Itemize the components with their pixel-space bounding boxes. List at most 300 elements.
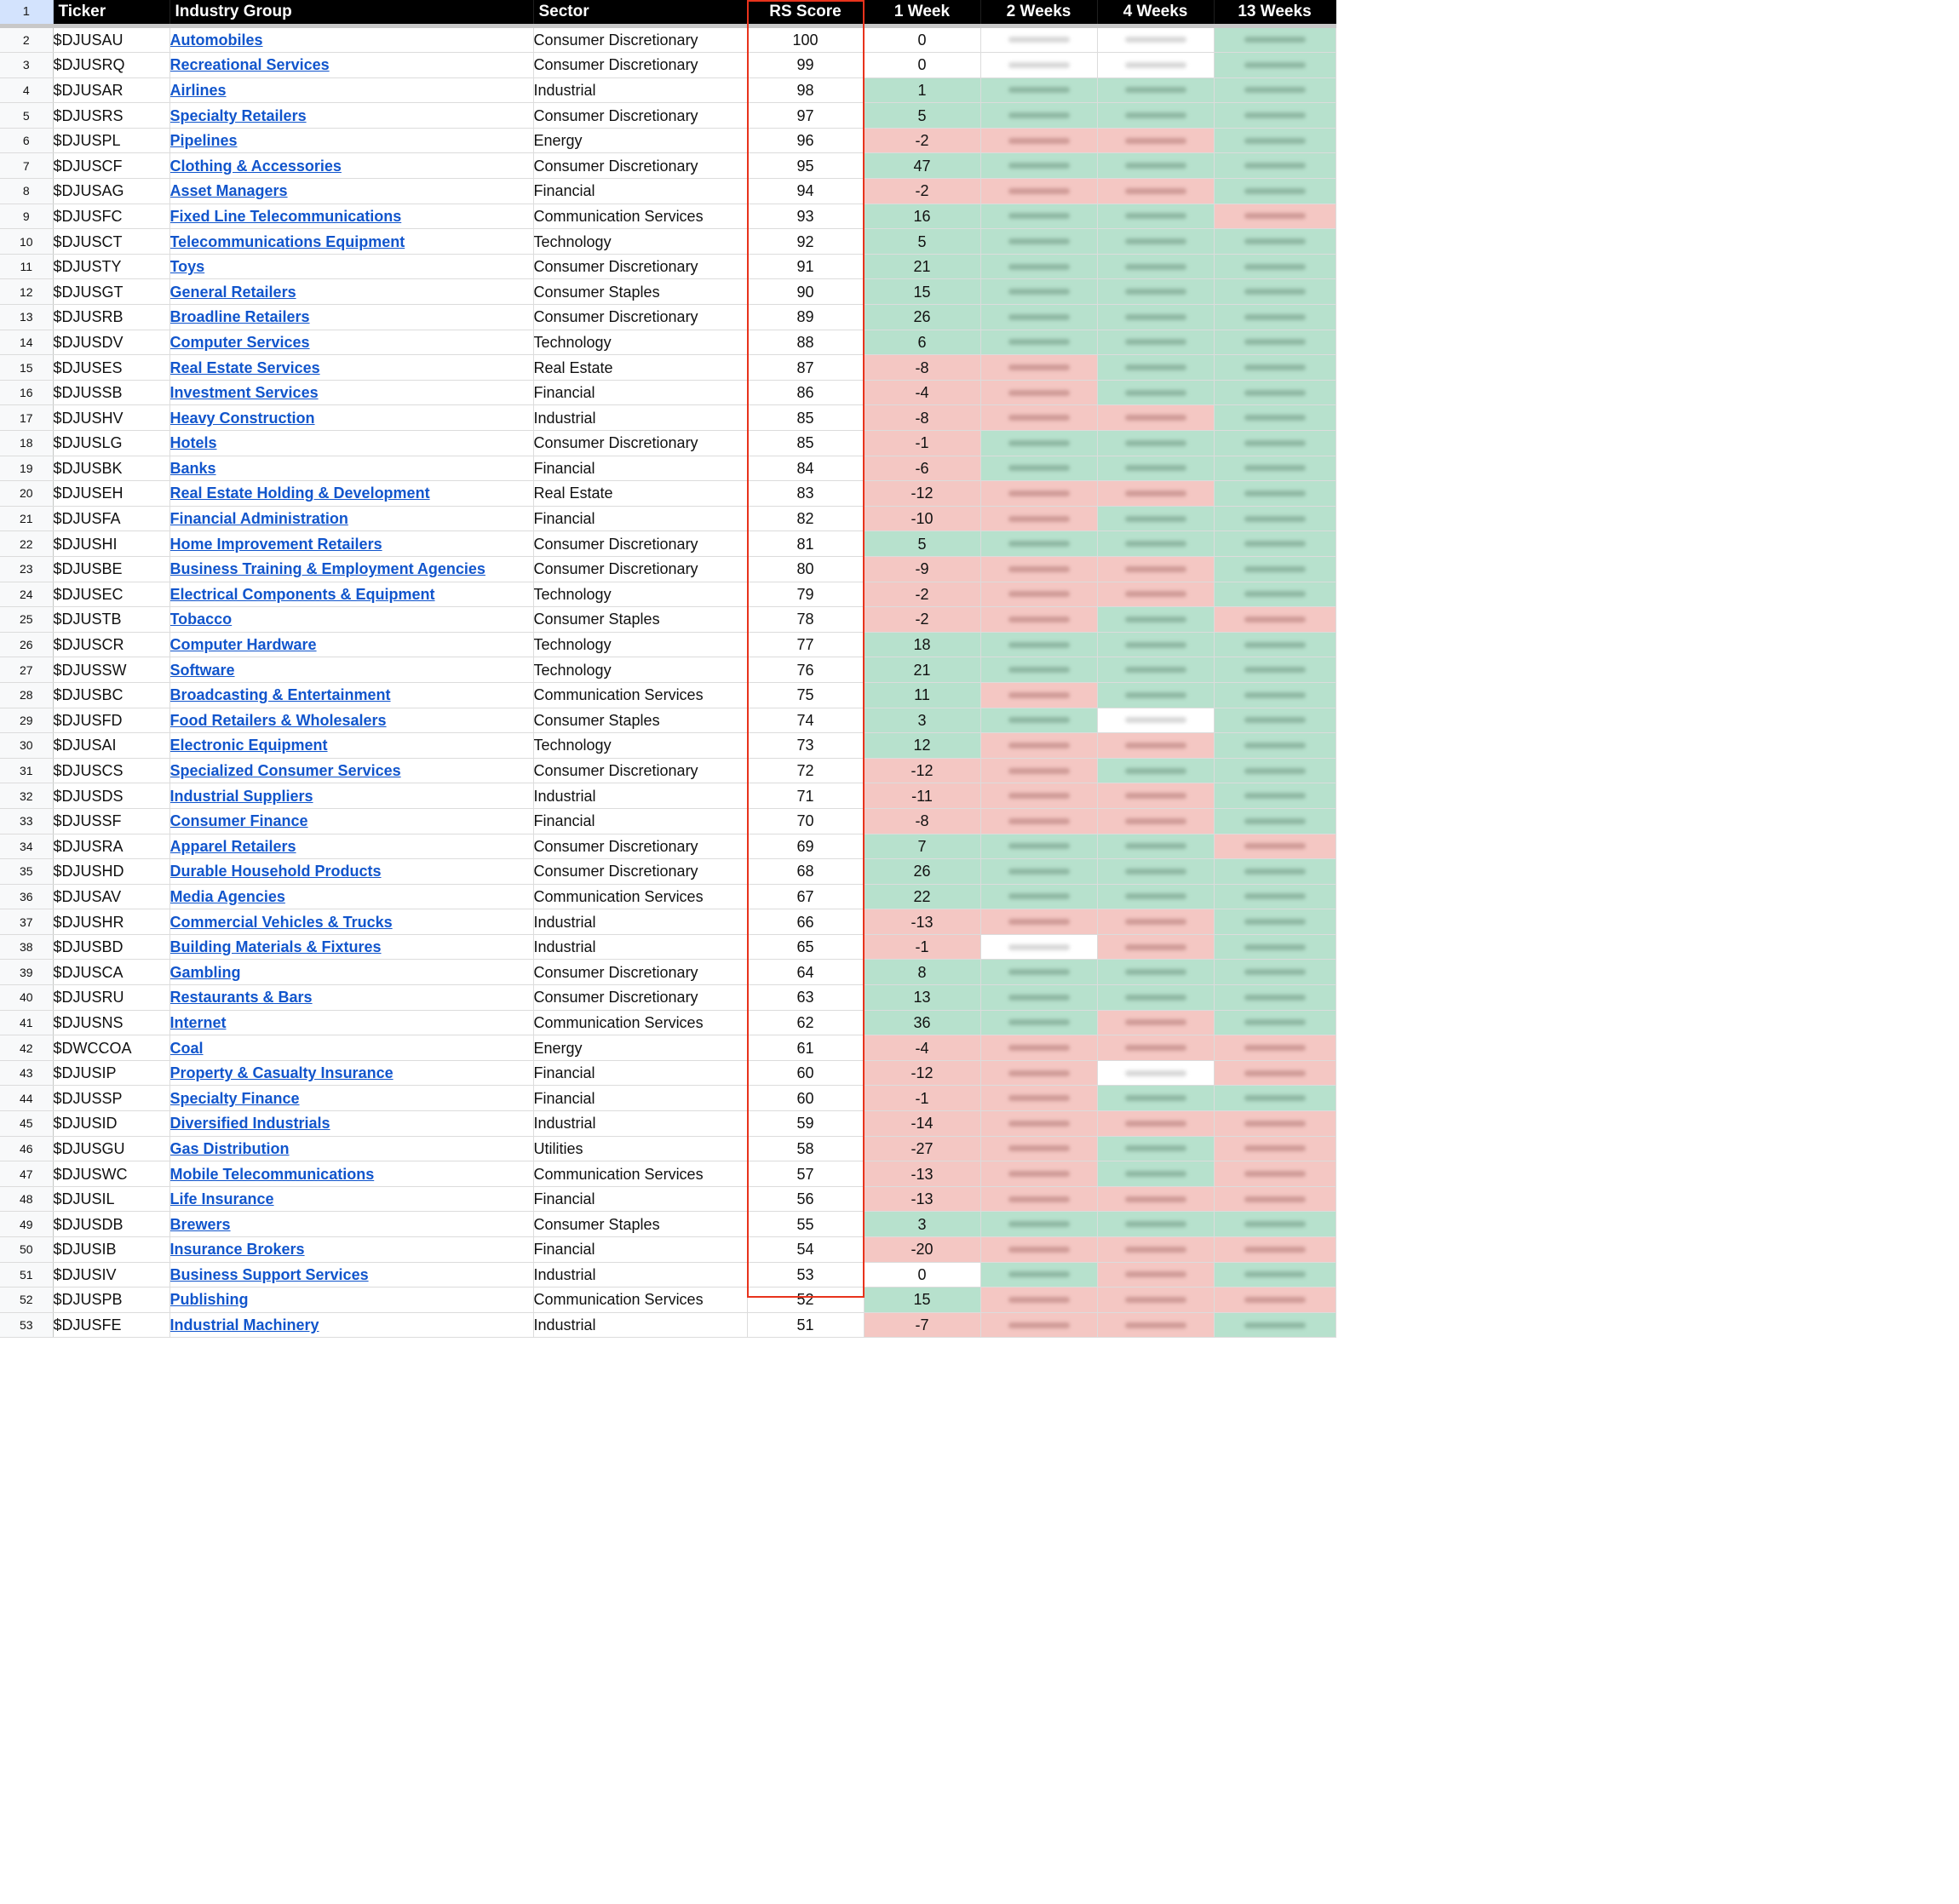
row-number[interactable]: 38 [0,934,53,960]
industry-group-link[interactable]: Airlines [169,81,227,99]
week-1-change-cell[interactable]: 18 [864,632,980,657]
industry-group-link[interactable]: Pipelines [169,132,238,150]
rs-score-cell[interactable]: 92 [747,229,864,255]
row-number[interactable]: 45 [0,1111,53,1137]
week-4-change-cell[interactable] [1097,1111,1214,1137]
week-13-change-cell[interactable] [1214,909,1336,935]
week-4-change-cell[interactable] [1097,330,1214,355]
week-4-change-cell[interactable] [1097,1161,1214,1187]
rs-score-cell[interactable]: 94 [747,179,864,204]
week-1-change-cell[interactable]: -12 [864,1060,980,1086]
week-4-change-cell[interactable] [1097,1312,1214,1338]
sector-cell[interactable]: Consumer Staples [533,1212,747,1237]
sector-cell[interactable]: Communication Services [533,1287,747,1313]
industry-group-link[interactable]: Real Estate Services [169,358,320,376]
row-number[interactable]: 3 [0,53,53,78]
week-1-change-cell[interactable]: -2 [864,607,980,633]
week-13-change-cell[interactable] [1214,531,1336,557]
ticker-cell[interactable]: $DJUSCR [53,632,169,657]
week-2-change-cell[interactable] [980,1035,1097,1061]
week-4-change-cell[interactable] [1097,960,1214,985]
sector-cell[interactable]: Technology [533,229,747,255]
week-1-change-cell[interactable]: -12 [864,758,980,783]
week-13-change-cell[interactable] [1214,254,1336,279]
industry-group-cell[interactable] [169,909,533,935]
week-13-change-cell[interactable] [1214,77,1336,103]
industry-group-cell[interactable] [169,431,533,456]
industry-group-cell[interactable] [169,834,533,859]
week-2-change-cell[interactable] [980,934,1097,960]
rs-score-cell[interactable]: 87 [747,355,864,381]
week-1-change-cell[interactable]: -1 [864,431,980,456]
industry-group-cell[interactable] [169,481,533,507]
week-2-change-cell[interactable] [980,355,1097,381]
industry-group-cell[interactable] [169,708,533,733]
ticker-cell[interactable]: $DJUSAU [53,26,169,53]
industry-group-link[interactable]: Business Training & Employment Agencies [169,560,485,578]
industry-group-cell[interactable] [169,682,533,708]
week-4-change-cell[interactable] [1097,26,1214,53]
week-1-change-cell[interactable]: -2 [864,179,980,204]
week-4-change-cell[interactable] [1097,1262,1214,1287]
week-4-change-cell[interactable] [1097,708,1214,733]
row-number[interactable]: 19 [0,456,53,481]
row-number[interactable]: 48 [0,1186,53,1212]
week-13-change-cell[interactable] [1214,405,1336,431]
week-2-change-cell[interactable] [980,279,1097,305]
ticker-cell[interactable]: $DJUSSF [53,808,169,834]
row-number[interactable]: 23 [0,556,53,582]
week-1-change-cell[interactable]: 15 [864,1287,980,1313]
week-13-change-cell[interactable] [1214,1186,1336,1212]
rs-score-cell[interactable]: 67 [747,884,864,909]
sector-cell[interactable]: Financial [533,1086,747,1111]
industry-group-link[interactable]: Asset Managers [169,182,288,200]
rs-score-cell[interactable]: 98 [747,77,864,103]
week-4-change-cell[interactable] [1097,1035,1214,1061]
industry-group-cell[interactable] [169,1186,533,1212]
week-13-change-cell[interactable] [1214,305,1336,330]
rs-score-cell[interactable]: 80 [747,556,864,582]
sector-cell[interactable]: Real Estate [533,355,747,381]
week-2-change-cell[interactable] [980,305,1097,330]
rs-score-cell[interactable]: 62 [747,1010,864,1035]
week-1-change-cell[interactable]: 16 [864,204,980,229]
week-2-change-cell[interactable] [980,204,1097,229]
industry-group-link[interactable]: Consumer Finance [169,812,308,830]
week-1-change-cell[interactable]: 3 [864,708,980,733]
row-number[interactable]: 43 [0,1060,53,1086]
week-4-change-cell[interactable] [1097,657,1214,683]
week-2-change-cell[interactable] [980,481,1097,507]
week-13-change-cell[interactable] [1214,355,1336,381]
sector-cell[interactable]: Industrial [533,77,747,103]
week-1-change-cell[interactable]: 3 [864,1212,980,1237]
column-header-1-week[interactable]: 1 Week [864,0,980,26]
sector-cell[interactable]: Consumer Discretionary [533,53,747,78]
week-1-change-cell[interactable]: 5 [864,531,980,557]
week-13-change-cell[interactable] [1214,204,1336,229]
week-2-change-cell[interactable] [980,103,1097,129]
industry-group-cell[interactable] [169,204,533,229]
week-2-change-cell[interactable] [980,960,1097,985]
ticker-cell[interactable]: $DJUSCA [53,960,169,985]
industry-group-cell[interactable] [169,531,533,557]
week-1-change-cell[interactable]: -7 [864,1312,980,1338]
week-13-change-cell[interactable] [1214,1035,1336,1061]
ticker-cell[interactable]: $DJUSTB [53,607,169,633]
sector-cell[interactable]: Technology [533,632,747,657]
industry-group-cell[interactable] [169,103,533,129]
ticker-cell[interactable]: $DJUSID [53,1111,169,1137]
week-1-change-cell[interactable]: 26 [864,859,980,885]
week-1-change-cell[interactable]: 8 [864,960,980,985]
week-2-change-cell[interactable] [980,53,1097,78]
week-13-change-cell[interactable] [1214,26,1336,53]
industry-group-link[interactable]: Computer Services [169,333,310,351]
row-number[interactable]: 22 [0,531,53,557]
industry-group-cell[interactable] [169,77,533,103]
week-2-change-cell[interactable] [980,632,1097,657]
week-1-change-cell[interactable]: -2 [864,582,980,607]
week-1-change-cell[interactable]: -4 [864,1035,980,1061]
sector-cell[interactable]: Consumer Discretionary [533,834,747,859]
industry-group-cell[interactable] [169,783,533,809]
row-number[interactable]: 13 [0,305,53,330]
ticker-cell[interactable]: $DJUSIP [53,1060,169,1086]
week-2-change-cell[interactable] [980,1262,1097,1287]
week-1-change-cell[interactable]: -1 [864,1086,980,1111]
row-number[interactable]: 47 [0,1161,53,1187]
week-4-change-cell[interactable] [1097,103,1214,129]
industry-group-cell[interactable] [169,405,533,431]
industry-group-cell[interactable] [169,934,533,960]
row-number[interactable]: 15 [0,355,53,381]
week-4-change-cell[interactable] [1097,834,1214,859]
row-number[interactable]: 33 [0,808,53,834]
week-2-change-cell[interactable] [980,758,1097,783]
industry-group-link[interactable]: Brewers [169,1215,231,1233]
industry-group-cell[interactable] [169,1136,533,1161]
sector-cell[interactable]: Technology [533,582,747,607]
week-13-change-cell[interactable] [1214,1287,1336,1313]
rs-score-cell[interactable]: 66 [747,909,864,935]
sector-cell[interactable]: Industrial [533,405,747,431]
week-13-change-cell[interactable] [1214,859,1336,885]
rs-score-cell[interactable]: 96 [747,128,864,153]
week-13-change-cell[interactable] [1214,985,1336,1011]
industry-group-link[interactable]: Industrial Machinery [169,1316,319,1334]
week-1-change-cell[interactable]: -13 [864,1186,980,1212]
sector-cell[interactable]: Consumer Discretionary [533,556,747,582]
row-number[interactable]: 53 [0,1312,53,1338]
ticker-cell[interactable]: $DJUSIV [53,1262,169,1287]
ticker-cell[interactable]: $DJUSNS [53,1010,169,1035]
sector-cell[interactable]: Consumer Staples [533,708,747,733]
week-13-change-cell[interactable] [1214,1060,1336,1086]
column-header-13-weeks[interactable]: 13 Weeks [1214,0,1336,26]
industry-group-cell[interactable] [169,859,533,885]
column-header-rs-score[interactable]: RS Score [747,0,864,26]
sector-cell[interactable]: Financial [533,808,747,834]
week-4-change-cell[interactable] [1097,153,1214,179]
week-2-change-cell[interactable] [980,1287,1097,1313]
ticker-cell[interactable]: $DJUSBD [53,934,169,960]
industry-group-link[interactable]: Heavy Construction [169,409,315,427]
row-number[interactable]: 46 [0,1136,53,1161]
ticker-cell[interactable]: $DJUSDV [53,330,169,355]
week-13-change-cell[interactable] [1214,758,1336,783]
ticker-cell[interactable]: $DJUSTY [53,254,169,279]
week-2-change-cell[interactable] [980,26,1097,53]
week-13-change-cell[interactable] [1214,556,1336,582]
industry-group-link[interactable]: Mobile Telecommunications [169,1165,375,1183]
ticker-cell[interactable]: $DJUSPB [53,1287,169,1313]
week-2-change-cell[interactable] [980,330,1097,355]
ticker-cell[interactable]: $DJUSRQ [53,53,169,78]
week-4-change-cell[interactable] [1097,1086,1214,1111]
ticker-cell[interactable]: $DJUSWC [53,1161,169,1187]
week-1-change-cell[interactable]: 5 [864,229,980,255]
sector-cell[interactable]: Consumer Discretionary [533,960,747,985]
industry-group-link[interactable]: Gambling [169,963,241,981]
row-number[interactable]: 39 [0,960,53,985]
industry-group-cell[interactable] [169,355,533,381]
sector-cell[interactable]: Communication Services [533,884,747,909]
week-4-change-cell[interactable] [1097,808,1214,834]
week-4-change-cell[interactable] [1097,355,1214,381]
industry-group-link[interactable]: Financial Administration [169,510,348,528]
sector-cell[interactable]: Technology [533,733,747,759]
industry-group-link[interactable]: Software [169,661,235,679]
industry-group-link[interactable]: Automobiles [169,31,263,49]
ticker-cell[interactable]: $DJUSAV [53,884,169,909]
week-4-change-cell[interactable] [1097,582,1214,607]
ticker-cell[interactable]: $DJUSGU [53,1136,169,1161]
ticker-cell[interactable]: $DJUSBK [53,456,169,481]
week-2-change-cell[interactable] [980,179,1097,204]
industry-group-link[interactable]: Fixed Line Telecommunications [169,207,402,225]
week-2-change-cell[interactable] [980,506,1097,531]
week-13-change-cell[interactable] [1214,456,1336,481]
ticker-cell[interactable]: $DJUSAR [53,77,169,103]
week-4-change-cell[interactable] [1097,733,1214,759]
row-number[interactable]: 4 [0,77,53,103]
industry-group-cell[interactable] [169,279,533,305]
week-4-change-cell[interactable] [1097,758,1214,783]
week-4-change-cell[interactable] [1097,1186,1214,1212]
industry-group-cell[interactable] [169,229,533,255]
industry-group-cell[interactable] [169,506,533,531]
week-2-change-cell[interactable] [980,1237,1097,1263]
ticker-cell[interactable]: $DJUSDS [53,783,169,809]
row-number[interactable]: 37 [0,909,53,935]
rs-score-cell[interactable]: 78 [747,607,864,633]
rs-score-cell[interactable]: 65 [747,934,864,960]
rs-score-cell[interactable]: 85 [747,405,864,431]
rs-score-cell[interactable]: 61 [747,1035,864,1061]
sector-cell[interactable]: Industrial [533,1312,747,1338]
week-1-change-cell[interactable]: -14 [864,1111,980,1137]
week-2-change-cell[interactable] [980,1136,1097,1161]
row-number[interactable]: 24 [0,582,53,607]
week-13-change-cell[interactable] [1214,179,1336,204]
week-1-change-cell[interactable]: -13 [864,1161,980,1187]
week-13-change-cell[interactable] [1214,153,1336,179]
row-number[interactable]: 27 [0,657,53,683]
week-4-change-cell[interactable] [1097,531,1214,557]
row-number[interactable]: 50 [0,1237,53,1263]
column-header-industry-group[interactable]: Industry Group [169,0,533,26]
rs-score-cell[interactable]: 81 [747,531,864,557]
ticker-cell[interactable]: $DJUSCT [53,229,169,255]
sector-cell[interactable]: Industrial [533,934,747,960]
industry-group-cell[interactable] [169,733,533,759]
week-2-change-cell[interactable] [980,531,1097,557]
industry-group-cell[interactable] [169,179,533,204]
week-2-change-cell[interactable] [980,229,1097,255]
week-4-change-cell[interactable] [1097,1237,1214,1263]
week-13-change-cell[interactable] [1214,1312,1336,1338]
rs-score-cell[interactable]: 57 [747,1161,864,1187]
industry-group-cell[interactable] [169,305,533,330]
week-2-change-cell[interactable] [980,607,1097,633]
sector-cell[interactable]: Consumer Discretionary [533,26,747,53]
week-13-change-cell[interactable] [1214,682,1336,708]
row-number[interactable]: 25 [0,607,53,633]
week-4-change-cell[interactable] [1097,254,1214,279]
sector-cell[interactable]: Communication Services [533,204,747,229]
week-1-change-cell[interactable]: -20 [864,1237,980,1263]
row-number[interactable]: 12 [0,279,53,305]
industry-group-link[interactable]: Commercial Vehicles & Trucks [169,913,393,931]
rs-score-cell[interactable]: 97 [747,103,864,129]
week-1-change-cell[interactable]: -13 [864,909,980,935]
sector-cell[interactable]: Financial [533,1237,747,1263]
sector-cell[interactable]: Technology [533,330,747,355]
week-1-change-cell[interactable]: -1 [864,934,980,960]
week-2-change-cell[interactable] [980,380,1097,405]
industry-group-link[interactable]: Specialty Retailers [169,106,307,124]
row-number[interactable]: 9 [0,204,53,229]
row-number[interactable]: 52 [0,1287,53,1313]
rs-score-cell[interactable]: 56 [747,1186,864,1212]
week-1-change-cell[interactable]: 1 [864,77,980,103]
sector-cell[interactable]: Consumer Discretionary [533,305,747,330]
industry-group-cell[interactable] [169,1111,533,1137]
industry-group-cell[interactable] [169,53,533,78]
rs-score-cell[interactable]: 75 [747,682,864,708]
row-number[interactable]: 44 [0,1086,53,1111]
industry-group-link[interactable]: Publishing [169,1291,249,1309]
row-number[interactable]: 11 [0,254,53,279]
week-1-change-cell[interactable]: 7 [864,834,980,859]
rs-score-cell[interactable]: 84 [747,456,864,481]
industry-group-link[interactable]: Diversified Industrials [169,1115,330,1133]
week-13-change-cell[interactable] [1214,279,1336,305]
sector-cell[interactable]: Financial [533,380,747,405]
week-2-change-cell[interactable] [980,1212,1097,1237]
industry-group-cell[interactable] [169,254,533,279]
week-4-change-cell[interactable] [1097,632,1214,657]
rs-score-cell[interactable]: 99 [747,53,864,78]
week-4-change-cell[interactable] [1097,934,1214,960]
industry-group-link[interactable]: Clothing & Accessories [169,157,342,175]
rs-score-cell[interactable]: 53 [747,1262,864,1287]
sector-cell[interactable]: Industrial [533,1262,747,1287]
industry-group-link[interactable]: Building Materials & Fixtures [169,938,382,956]
row-number[interactable]: 20 [0,481,53,507]
ticker-cell[interactable]: $DJUSRB [53,305,169,330]
ticker-cell[interactable]: $DJUSEH [53,481,169,507]
industry-group-link[interactable]: Industrial Suppliers [169,787,313,805]
ticker-cell[interactable]: $DJUSBC [53,682,169,708]
rs-score-cell[interactable]: 60 [747,1086,864,1111]
rs-score-cell[interactable]: 85 [747,431,864,456]
week-1-change-cell[interactable]: -8 [864,355,980,381]
week-2-change-cell[interactable] [980,1312,1097,1338]
industry-group-link[interactable]: Apparel Retailers [169,837,296,855]
week-1-change-cell[interactable]: -10 [864,506,980,531]
week-2-change-cell[interactable] [980,859,1097,885]
week-1-change-cell[interactable]: -4 [864,380,980,405]
industry-group-cell[interactable] [169,380,533,405]
week-2-change-cell[interactable] [980,1161,1097,1187]
rs-score-cell[interactable]: 64 [747,960,864,985]
week-2-change-cell[interactable] [980,556,1097,582]
rs-score-cell[interactable]: 55 [747,1212,864,1237]
industry-group-link[interactable]: Investment Services [169,384,319,402]
rs-score-cell[interactable]: 68 [747,859,864,885]
row-number[interactable]: 41 [0,1010,53,1035]
ticker-cell[interactable]: $DJUSIL [53,1186,169,1212]
industry-group-link[interactable]: Property & Casualty Insurance [169,1064,394,1082]
rs-score-cell[interactable]: 100 [747,26,864,53]
column-header-2-weeks[interactable]: 2 Weeks [980,0,1097,26]
sector-cell[interactable]: Consumer Discretionary [533,985,747,1011]
industry-group-cell[interactable] [169,758,533,783]
week-2-change-cell[interactable] [980,909,1097,935]
row-number[interactable]: 31 [0,758,53,783]
industry-group-link[interactable]: Telecommunications Equipment [169,232,405,250]
row-number[interactable]: 29 [0,708,53,733]
week-4-change-cell[interactable] [1097,128,1214,153]
column-header-4-weeks[interactable]: 4 Weeks [1097,0,1214,26]
week-4-change-cell[interactable] [1097,456,1214,481]
sector-cell[interactable]: Energy [533,128,747,153]
industry-group-link[interactable]: Electrical Components & Equipment [169,585,435,603]
ticker-cell[interactable]: $DJUSFE [53,1312,169,1338]
week-4-change-cell[interactable] [1097,884,1214,909]
week-4-change-cell[interactable] [1097,859,1214,885]
ticker-cell[interactable]: $DJUSHR [53,909,169,935]
week-1-change-cell[interactable]: 26 [864,305,980,330]
row-number[interactable]: 49 [0,1212,53,1237]
industry-group-link[interactable]: Specialized Consumer Services [169,762,401,780]
week-4-change-cell[interactable] [1097,1010,1214,1035]
week-1-change-cell[interactable]: 0 [864,1262,980,1287]
industry-group-cell[interactable] [169,1035,533,1061]
week-2-change-cell[interactable] [980,1111,1097,1137]
week-1-change-cell[interactable]: -2 [864,128,980,153]
row-number[interactable]: 32 [0,783,53,809]
industry-group-link[interactable]: Coal [169,1039,204,1057]
week-4-change-cell[interactable] [1097,179,1214,204]
ticker-cell[interactable]: $DJUSFC [53,204,169,229]
row-number[interactable]: 40 [0,985,53,1011]
week-1-change-cell[interactable]: 6 [864,330,980,355]
week-13-change-cell[interactable] [1214,128,1336,153]
